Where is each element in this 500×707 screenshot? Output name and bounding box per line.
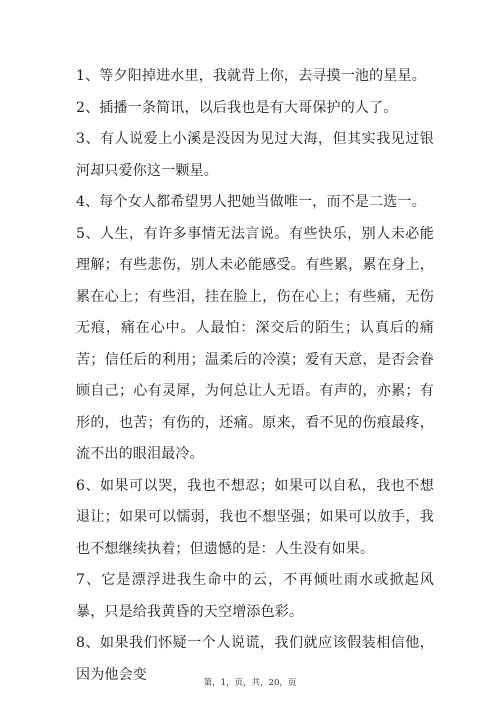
paragraph-1: 1、等夕阳掉进水里，我就背上你，去寻摸一池的星星。	[76, 68, 426, 84]
page-footer: 第，1，页，共，20，页	[203, 678, 297, 688]
document-body	[76, 61, 434, 691]
paragraph-7: 7、它是漂浮进我生命中的云，不再倾吐雨水或掀起风暴，只是给我黄昏的天空增添色彩。	[76, 572, 434, 620]
paragraph-5: 5、人生，有许多事情无法言说。有些快乐，别人未必能理解；有些悲伤，别人未必能感受。有些累，累在身上，累在心上；有些泪，挂在脸上，伤在心上；有些痛，无伤无痕，痛在心中。人最怕：深交后的陌生；认真后的痛苦；信任后的利用；温柔后的冷漠；爱有天意，是否会眷顾自己；心有灵犀，为何总让人无语。有声的，亦累；有形的，也苦；有伤的，还痛。原来，看不见的伤痕最疼，流不出的眼泪最冷。	[76, 225, 434, 462]
paragraph-3: 3、有人说爱上小溪是没因为见过大海，但其实我见过银河却只爱你这一颗星。	[76, 131, 434, 179]
paragraph-6: 6、如果可以哭，我也不想忍；如果可以自私，我也不想退让；如果可以懦弱，我也不想坚强；如果可以放手，我也不想继续执着；但遗憾的是：人生没有如果。	[76, 477, 434, 557]
paragraph-8: 8、如果我们怀疑一个人说谎，我们就应该假装相信他，因为他会变	[76, 635, 434, 683]
paragraph-4: 4、每个女人都希望男人把她当做唯一，而不是二选一。	[76, 194, 426, 210]
paragraph-2: 2、插播一条简讯，以后我也是有大哥保护的人了。	[76, 99, 398, 116]
